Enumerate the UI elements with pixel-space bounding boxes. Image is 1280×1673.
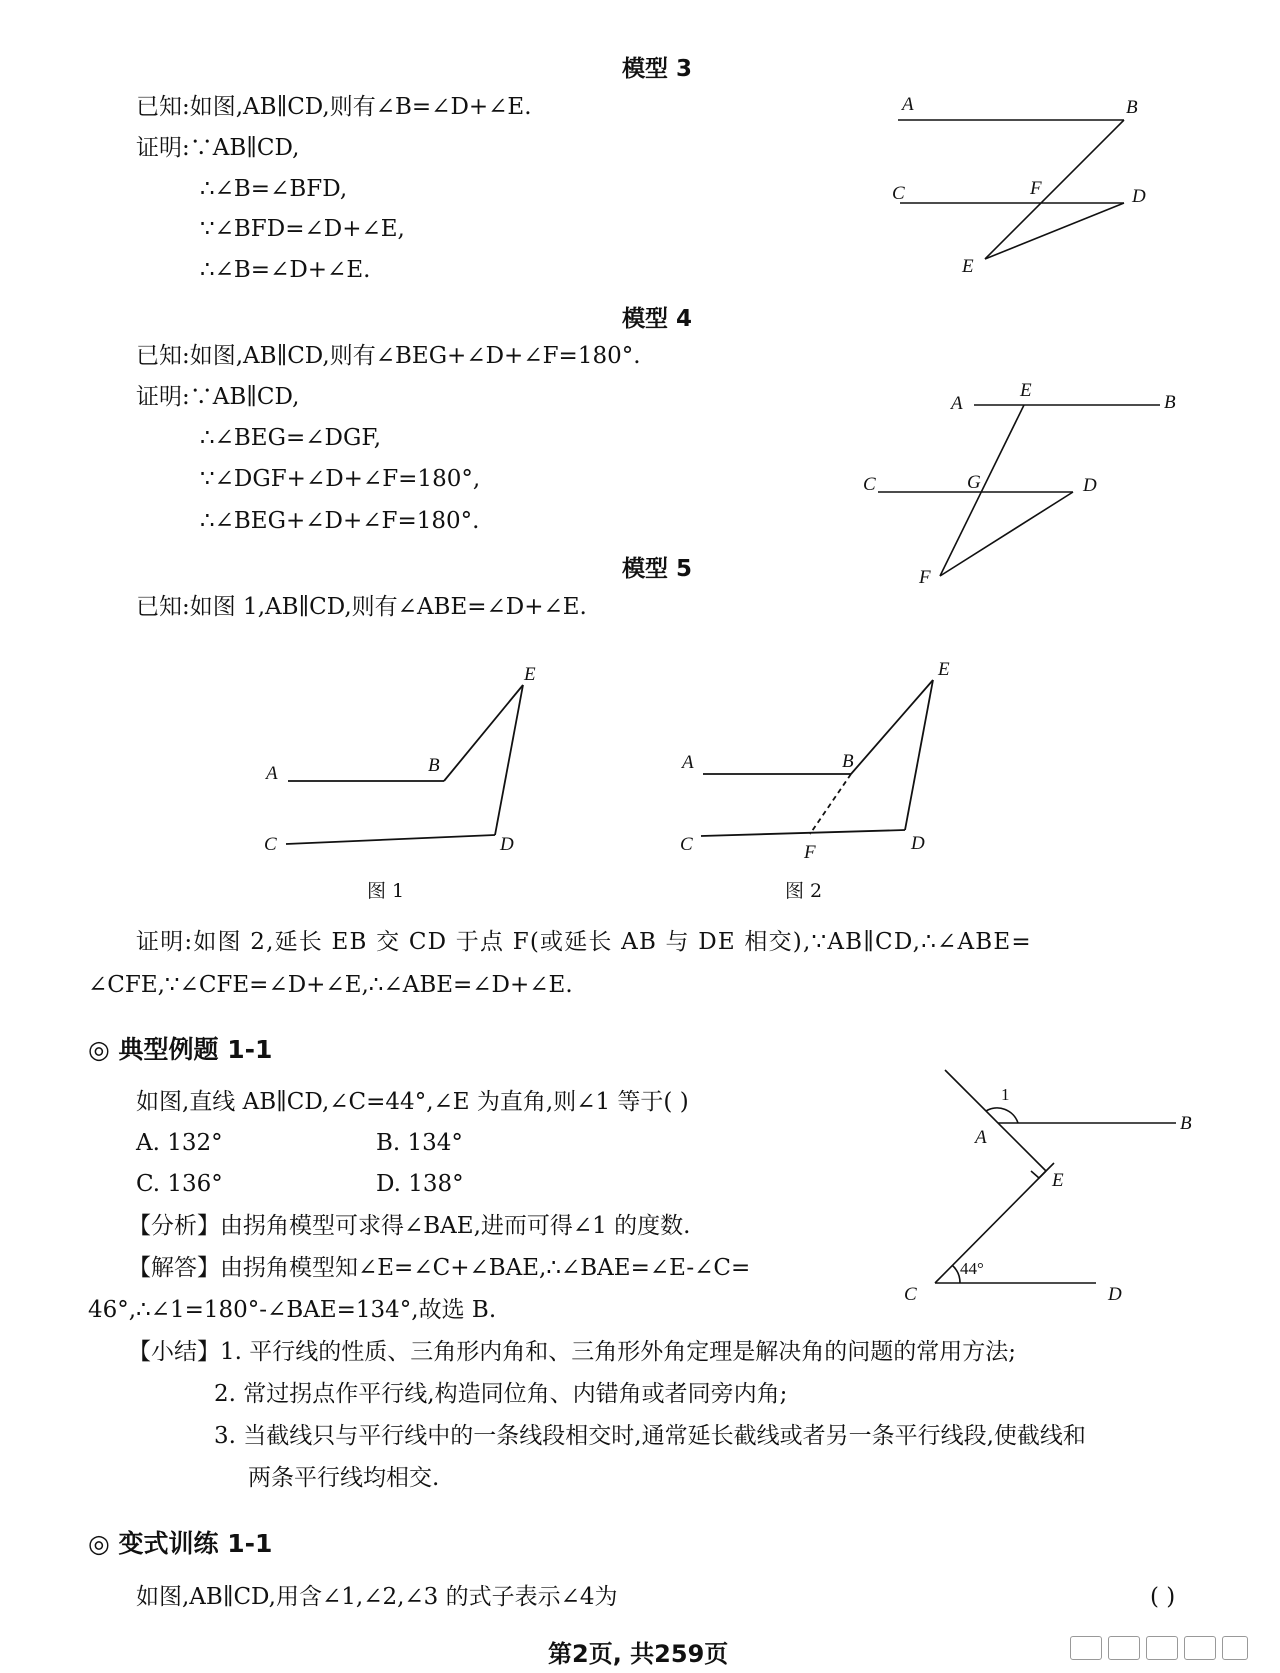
fig1-label-e: E bbox=[524, 664, 536, 685]
example-label-a: A bbox=[975, 1127, 987, 1148]
page-thumb-4[interactable] bbox=[1184, 1636, 1216, 1660]
variant-heading: ◎ 变式训练 1-1 bbox=[88, 1529, 273, 1558]
page-indicator: 第2页, 共259页 bbox=[548, 1640, 729, 1668]
model4-proof-3: ∵∠DGF+∠D+∠F=180°, bbox=[200, 466, 481, 492]
model5-given: 已知:如图 1,AB∥CD,则有∠ABE=∠D+∠E. bbox=[136, 594, 587, 620]
example-option-c: C. 136° bbox=[136, 1171, 223, 1197]
fig2-caption: 图 2 bbox=[785, 880, 823, 902]
model4-label-g: G bbox=[967, 472, 981, 493]
example-option-d: D. 138° bbox=[376, 1171, 464, 1197]
model4-label-b: B bbox=[1164, 392, 1176, 413]
fig2-label-d: D bbox=[911, 833, 925, 854]
fig2-label-e: E bbox=[938, 659, 950, 680]
model3-label-f: F bbox=[1030, 178, 1042, 199]
model4-proof-4: ∴∠BEG+∠D+∠F=180°. bbox=[200, 508, 480, 534]
model5-title: 模型 5 bbox=[622, 556, 693, 582]
model3-given: 已知:如图,AB∥CD,则有∠B=∠D+∠E. bbox=[136, 94, 532, 120]
model4-proof-2: ∴∠BEG=∠DGF, bbox=[200, 425, 382, 451]
model4-label-e: E bbox=[1020, 380, 1032, 401]
model3-title: 模型 3 bbox=[622, 56, 693, 82]
model4-given: 已知:如图,AB∥CD,则有∠BEG+∠D+∠F=180°. bbox=[136, 343, 641, 369]
model3-label-c: C bbox=[892, 183, 905, 204]
variant-question: 如图,AB∥CD,用含∠1,∠2,∠3 的式子表示∠4为 bbox=[136, 1584, 618, 1610]
fig1-label-c: C bbox=[264, 834, 277, 855]
fig1-label-b: B bbox=[428, 755, 440, 776]
page-thumb-1[interactable] bbox=[1070, 1636, 1102, 1660]
model3-proof-2: ∴∠B=∠BFD, bbox=[200, 176, 348, 202]
model5-proof-line1: 证明:如图 2,延长 EB 交 CD 于点 F(或延长 AB 与 DE 相交),∵AB∥CD,∴∠ABE= bbox=[136, 929, 1032, 955]
example-label-d: D bbox=[1108, 1284, 1122, 1305]
example-option-b: B. 134° bbox=[376, 1130, 463, 1156]
model3-proof-3: ∵∠BFD=∠D+∠E, bbox=[200, 216, 405, 242]
model5-proof-line2: ∠CFE,∵∠CFE=∠D+∠E,∴∠ABE=∠D+∠E. bbox=[88, 972, 573, 998]
fig1-caption: 图 1 bbox=[367, 880, 405, 902]
example-question: 如图,直线 AB∥CD,∠C=44°,∠E 为直角,则∠1 等于( ) bbox=[136, 1089, 689, 1115]
model4-label-d: D bbox=[1083, 475, 1097, 496]
fig2-label-c: C bbox=[680, 834, 693, 855]
example-label-angle: 44° bbox=[960, 1259, 984, 1278]
example-label-c: C bbox=[904, 1284, 917, 1305]
model3-proof-1: 证明:∵AB∥CD, bbox=[136, 135, 300, 161]
model3-proof-4: ∴∠B=∠D+∠E. bbox=[200, 257, 371, 283]
example-answer-line1: 【解答】由拐角模型知∠E=∠C+∠BAE,∴∠BAE=∠E-∠C= bbox=[128, 1255, 751, 1281]
page-thumb-2[interactable] bbox=[1108, 1636, 1140, 1660]
example-label-e: E bbox=[1052, 1170, 1064, 1191]
example-summary-1: 【小结】1. 平行线的性质、三角形内角和、三角形外角定理是解决角的问题的常用方法; bbox=[128, 1339, 1017, 1365]
page-thumb-3[interactable] bbox=[1146, 1636, 1178, 1660]
fig1-label-d: D bbox=[500, 834, 514, 855]
example-summary-4: 两条平行线均相交. bbox=[248, 1465, 440, 1491]
example-heading: ◎ 典型例题 1-1 bbox=[88, 1035, 273, 1064]
model4-label-f: F bbox=[919, 567, 931, 588]
model3-label-a: A bbox=[902, 94, 914, 115]
example-answer-line2: 46°,∴∠1=180°-∠BAE=134°,故选 B. bbox=[88, 1297, 497, 1323]
example-analysis: 【分析】由拐角模型可求得∠BAE,进而可得∠1 的度数. bbox=[128, 1213, 691, 1239]
model4-label-a: A bbox=[951, 393, 963, 414]
example-label-b: B bbox=[1180, 1113, 1192, 1134]
example-summary-2: 2. 常过拐点作平行线,构造同位角、内错角或者同旁内角; bbox=[214, 1381, 788, 1407]
fig2-label-a: A bbox=[682, 752, 694, 773]
fig1-label-a: A bbox=[266, 763, 278, 784]
model4-proof-1: 证明:∵AB∥CD, bbox=[136, 384, 300, 410]
model3-label-b: B bbox=[1126, 97, 1138, 118]
fig2-label-b: B bbox=[842, 751, 854, 772]
example-label-1: 1 bbox=[1001, 1085, 1010, 1104]
page-thumb-5[interactable] bbox=[1222, 1636, 1248, 1660]
model3-label-d: D bbox=[1132, 186, 1146, 207]
fig2-label-f: F bbox=[804, 842, 816, 863]
example-option-a: A. 132° bbox=[136, 1130, 223, 1156]
model4-label-c: C bbox=[863, 474, 876, 495]
example-summary-3: 3. 当截线只与平行线中的一条线段相交时,通常延长截线或者另一条平行线段,使截线和 bbox=[214, 1423, 1086, 1449]
variant-answer-bracket: ( ) bbox=[1150, 1584, 1176, 1610]
model3-label-e: E bbox=[962, 256, 974, 277]
model4-title: 模型 4 bbox=[622, 306, 693, 332]
